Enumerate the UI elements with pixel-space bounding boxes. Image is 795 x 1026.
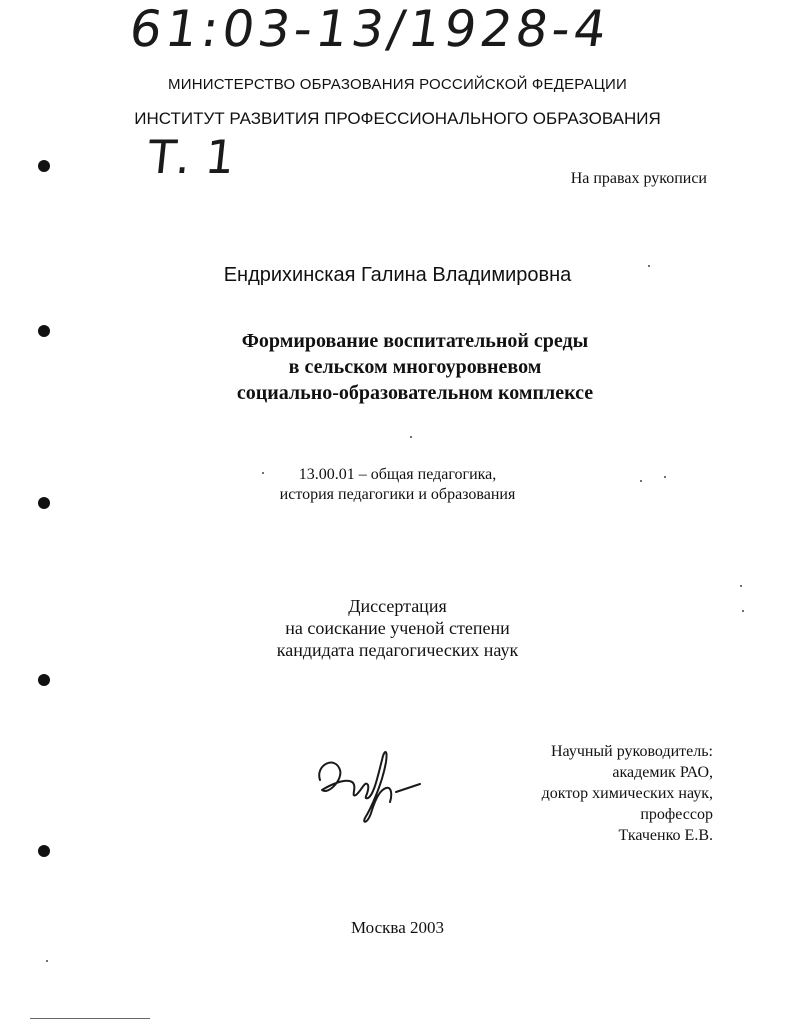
scan-speck bbox=[46, 960, 48, 962]
author-name: Ендрихинская Галина Владимировна bbox=[223, 264, 572, 286]
supervisor-line: Научный руководитель: bbox=[550, 743, 713, 760]
handwritten-volume-mark: Т. 1 bbox=[145, 130, 238, 184]
city-and-year: Москва 2003 bbox=[350, 918, 445, 937]
scan-speck bbox=[640, 480, 642, 482]
ministry-name: МИНИСТЕРСТВО ОБРАЗОВАНИЯ РОССИЙСКОЙ ФЕДЕРАЦИИ bbox=[168, 76, 627, 93]
title-line: Формирование воспитательной среды bbox=[241, 330, 589, 352]
institute-name: ИНСТИТУТ РАЗВИТИЯ ПРОФЕССИОНАЛЬНОГО ОБРАЗОВАНИЯ bbox=[134, 109, 661, 128]
degree-line: кандидата педагогических наук bbox=[276, 640, 519, 660]
supervisor-line: профессор bbox=[640, 806, 713, 823]
punch-hole bbox=[38, 497, 50, 509]
scan-speck bbox=[664, 476, 666, 478]
scan-speck bbox=[648, 265, 650, 267]
title-line: социально-образовательном комплексе bbox=[236, 382, 594, 404]
scientific-supervisor bbox=[542, 741, 713, 846]
handwritten-archive-code: 61:03-13/1928-4 bbox=[125, 0, 614, 58]
scan-speck bbox=[410, 436, 412, 438]
rights-note: На правах рукописи bbox=[570, 170, 707, 187]
signature-icon bbox=[310, 740, 430, 830]
supervisor-line: Ткаченко Е.В. bbox=[618, 827, 713, 844]
specialty-line: история педагогики и образования bbox=[279, 486, 516, 503]
dissertation-title bbox=[0, 328, 795, 406]
scan-edge-line bbox=[30, 1018, 150, 1019]
punch-hole bbox=[38, 674, 50, 686]
punch-hole bbox=[38, 160, 50, 172]
scan-speck bbox=[740, 585, 742, 587]
degree-line: на соискание ученой степени bbox=[285, 618, 510, 638]
supervisor-line: доктор химических наук, bbox=[541, 785, 713, 802]
scan-speck bbox=[742, 610, 744, 612]
title-line: в сельском многоуровневом bbox=[288, 356, 542, 378]
scan-speck bbox=[262, 472, 264, 474]
specialty-line: 13.00.01 – общая педагогика, bbox=[298, 466, 497, 483]
degree-statement bbox=[0, 595, 795, 661]
punch-hole bbox=[38, 845, 50, 857]
punch-hole bbox=[38, 325, 50, 337]
supervisor-line: академик РАО, bbox=[612, 764, 713, 781]
specialty-code bbox=[0, 465, 795, 505]
degree-line: Диссертация bbox=[348, 596, 447, 616]
